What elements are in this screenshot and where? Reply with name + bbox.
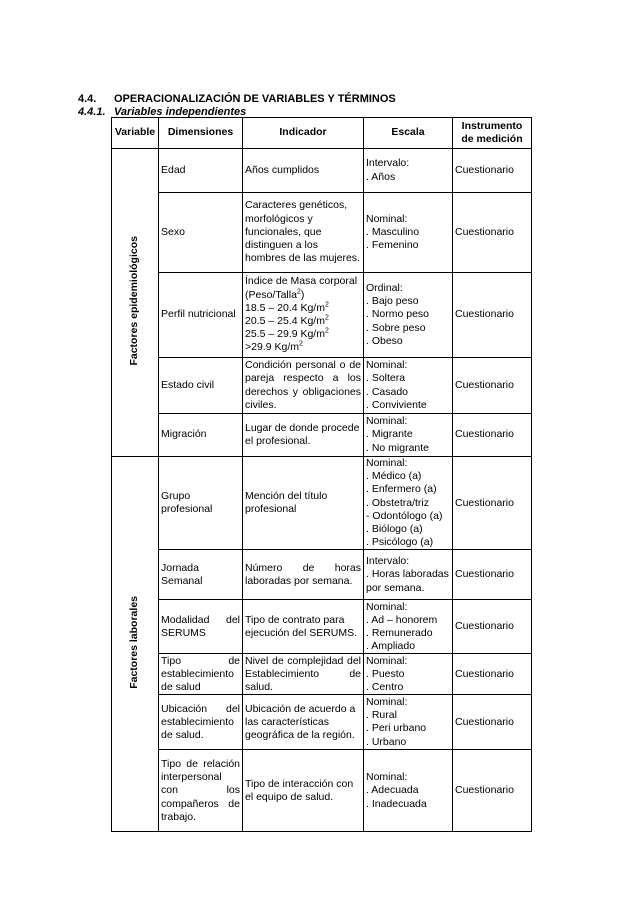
escala-line: Nominal: [366, 654, 408, 667]
escala-line: Intervalo: [366, 157, 410, 170]
dimension-cell: Migración [159, 414, 243, 457]
escala-line: . Casado [366, 385, 409, 398]
subsection-title: Variables independientes [114, 106, 247, 118]
indicador-cell: Lugar de donde procede el profesional. [243, 414, 364, 457]
escala-line: . Ampliado [366, 640, 416, 653]
escala-line: . Médico (a) [366, 470, 422, 483]
escala-line: . Urbano [366, 735, 407, 748]
escala-cell [364, 550, 453, 600]
table-row [112, 600, 532, 654]
table-row [112, 273, 532, 358]
escala-line: . Bajo peso [366, 295, 419, 308]
indicador-cell: Condición personal o de pareja respecto a los derechos y obligaciones civiles. [243, 358, 364, 414]
table-row [112, 654, 532, 695]
instrumento-cell: Cuestionario [453, 457, 532, 550]
escala-line: . Conviviente [366, 398, 427, 411]
variable-cell-epidemiologicos [112, 149, 159, 457]
escala-line: . Psicólogo (a) [366, 536, 434, 549]
indicador-cell: Años cumplidos [243, 149, 364, 193]
escala-line: . Años [366, 170, 396, 183]
dimension-cell: Modalidad del SERUMS [159, 600, 243, 654]
escala-cell [364, 273, 453, 358]
superscript: 2 [324, 301, 329, 309]
operationalization-table [111, 117, 532, 832]
instrumento-cell: Cuestionario [453, 750, 532, 832]
section-number: 4.4. [78, 93, 97, 105]
instrumento-cell: Cuestionario [453, 600, 532, 654]
escala-cell [364, 457, 453, 550]
escala-line: . Biólogo (a) [366, 523, 423, 536]
escala-line: . Normo peso [366, 308, 430, 321]
indicador-cell: Número de horas laboradas por semana. [243, 550, 364, 600]
section-title: OPERACIONALIZACIÓN DE VARIABLES Y TÉRMINOS [114, 93, 396, 105]
instrumento-cell: Cuestionario [453, 654, 532, 695]
superscript: 2 [324, 327, 329, 335]
imc-range-line: 18.5 – 20.4 Kg/m [245, 301, 325, 314]
superscript: 2 [299, 340, 303, 348]
instrumento-cell: Cuestionario [453, 193, 532, 273]
superscript: 2 [296, 288, 301, 296]
escala-cell [364, 149, 453, 193]
table-row [112, 550, 532, 600]
escala-cell [364, 600, 453, 654]
escala-cell [364, 750, 453, 832]
table-row [112, 695, 532, 750]
table-row [112, 193, 532, 273]
instrumento-cell: Cuestionario [453, 414, 532, 457]
escala-cell [364, 193, 453, 273]
escala-line: . Rural [366, 709, 397, 722]
escala-line: . Centro [366, 681, 404, 694]
dimension-cell: Tipo de establecimiento de salud [159, 654, 243, 695]
dimension-cell: Tipo de relación interpersonal con los compañeros de trabajo. [159, 750, 243, 832]
escala-line: . Horas laboradas por semana. [366, 568, 449, 594]
instrumento-cell: Cuestionario [453, 273, 532, 358]
indicador-cell: Ubicación de acuerdo a las características geográfica de la región. [243, 695, 364, 750]
escala-cell [364, 414, 453, 457]
indicador-cell: Nivel de complejidad del Establecimiento de salud. [243, 654, 364, 695]
escala-line: . Masculino [366, 225, 420, 238]
escala-line: . No migrante [366, 441, 430, 454]
dimension-cell: Jornada Semanal [159, 550, 243, 600]
escala-line: . Ad – honorem [366, 613, 438, 626]
indicador-cell: Tipo de interacción con el equipo de salud. [243, 750, 364, 832]
subsection-number: 4.4.1. [78, 106, 106, 118]
escala-line: . Inadecuada [366, 797, 427, 810]
indicador-cell: Índice de Masa corporal (Peso/Talla$^2$) 18.5 – 20.4 $Kg/m^2$ 20.5 – 25.4 $Kg/m^2$ 25.5 – 29.9 $Kg/m^2$ >29.9 $Kg/m^2$ [243, 273, 364, 358]
imc-line: Índice de Masa corporal (Peso/Talla [245, 275, 358, 301]
escala-line: Nominal: [366, 415, 408, 428]
dimension-cell: Sexo [159, 193, 243, 273]
escala-line: - Odontólogo (a) [366, 509, 443, 522]
variable-cell-laborales [112, 457, 159, 832]
dimension-cell: Estado civil [159, 358, 243, 414]
escala-line: . Peri urbano [366, 722, 427, 735]
imc-range-line: 20.5 – 25.4 Kg/m [245, 315, 325, 327]
table-row [112, 149, 532, 193]
escala-line: Nominal: [366, 696, 408, 709]
instrumento-cell: Cuestionario [453, 358, 532, 414]
imc-range-line: 25.5 – 29.9 Kg/m [245, 328, 325, 341]
escala-line: . Sobre peso [366, 321, 426, 334]
header-variable: Variable [112, 118, 159, 149]
escala-line: Nominal: [366, 212, 408, 225]
escala-line: . Obstetra/triz [366, 496, 430, 509]
escala-line: Nominal: [366, 359, 408, 372]
escala-line: Nominal: [366, 771, 408, 784]
header-dimensiones: Dimensiones [159, 118, 243, 149]
table-row [112, 358, 532, 414]
indicador-cell: Tipo de contrato para ejecución del SERUMS. [243, 600, 364, 654]
table-row [112, 457, 532, 550]
dimension-cell: Edad [159, 149, 243, 193]
instrumento-cell: Cuestionario [453, 149, 532, 193]
dimension-cell: Ubicación del establecimiento de salud. [159, 695, 243, 750]
escala-line: . Femenino [366, 239, 419, 252]
dimension-cell: Grupo profesional [159, 457, 243, 550]
table-row [112, 414, 532, 457]
superscript: 2 [324, 314, 329, 322]
dimension-cell: Perfil nutricional [159, 273, 243, 358]
escala-line: . Obeso [366, 334, 403, 347]
header-instrumento: Instrumento de medición [453, 118, 532, 149]
table-row [112, 750, 532, 832]
escala-line: . Soltera [366, 372, 406, 385]
escala-line: Nominal: [366, 600, 408, 613]
instrumento-cell: Cuestionario [453, 550, 532, 600]
imc-range-line: >29.9 Kg/m [245, 341, 299, 354]
indicador-cell: Mención del título profesional [243, 457, 364, 550]
escala-line: Ordinal: [366, 281, 403, 294]
escala-cell [364, 358, 453, 414]
variable-label: Factores epidemiológicos [128, 235, 141, 366]
escala-cell [364, 654, 453, 695]
indicador-cell: Caracteres genéticos, morfológicos y funcionales, que distinguen a los hombres de las mujeres. [243, 193, 364, 273]
escala-line: . Puesto [366, 667, 405, 680]
escala-line: Intervalo: [366, 555, 410, 568]
escala-line: . Enfermero (a) [366, 483, 437, 496]
escala-line: . Adecuada [366, 784, 419, 797]
header-indicador: Indicador [243, 118, 364, 149]
table-header-row [112, 118, 532, 149]
escala-cell [364, 695, 453, 750]
escala-line: . Remunerado [366, 626, 433, 639]
instrumento-cell: Cuestionario [453, 695, 532, 750]
header-escala: Escala [364, 118, 453, 149]
escala-line: . Migrante [366, 428, 413, 441]
escala-line: Nominal: [366, 457, 408, 469]
variable-label: Factores laborales [128, 595, 141, 689]
